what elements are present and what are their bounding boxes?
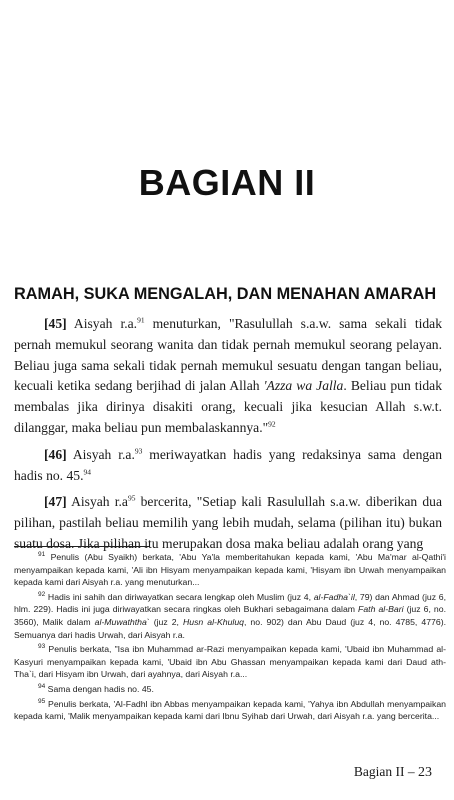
footnote-92	[14, 591, 446, 641]
paragraph-text: meriwayatkan hadis yang redaksinya sama dengan hadis no. 45.	[14, 446, 443, 483]
paragraph-text: Aisyah r.a	[66, 494, 128, 510]
paragraph-text: menuturkan, "Rasulullah s.a.w. sama sekali tidak pernah memukul seorang wanita dan tidak pernah memukul seorang pelayan. Beliau juga sama sekali tidak pernah memukul sesuatu dengan tangan beliau, kecuali ketika sedang berjihad di jalan Allah	[14, 316, 443, 394]
running-footer-label: Bagian II –	[353, 764, 418, 779]
footnote-ref: 92	[268, 419, 276, 429]
footnote-91	[14, 551, 446, 589]
italic-term: Fath al-Bari	[358, 604, 404, 615]
footnote-ref: 95	[127, 493, 136, 503]
hadith-paragraph-45	[14, 314, 442, 439]
page-number: 23	[418, 765, 432, 780]
italic-term: al-Muwaththa`	[94, 616, 150, 627]
main-text	[14, 314, 442, 561]
footnote-95	[14, 698, 446, 723]
hadith-number: [45]	[44, 316, 67, 331]
footnote-text: Penulis berkata, "Isa ibn Muhammad ar-Razi menyampaikan kepada kami, 'Ubaid ibn Muhammad al-Kasyuri menyampaikan kepada kami, 'Ubaid ibn Abu Ghassan menyampaikan kepada kami dari Daud ath-Tha`i, dari Hisyam ibn Urwah, dari ayahnya, dari Aisyah r.a...	[14, 644, 446, 680]
italic-term: Husn al-Khuluq	[182, 616, 244, 627]
italic-term: al-Fadha`il	[313, 591, 355, 602]
footnote-94	[14, 683, 446, 696]
footnote-ref: 93	[134, 446, 143, 456]
footnote-mark: 91	[38, 551, 46, 559]
footnotes	[14, 551, 446, 725]
hadith-paragraph-46	[14, 445, 442, 487]
part-title: BAGIAN II	[138, 162, 316, 203]
italic-term: 'Azza wa Jalla	[263, 378, 344, 394]
section-heading: RAMAH, SUKA MENGALAH, DAN MENAHAN AMARAH	[14, 285, 437, 303]
paragraph-text: . Beliau pun tidak membalas jika dirinya disakiti orang, kecuali jika kesucian Allah s.w.t. dilanggar, maka beliau pun membalaskannya."	[14, 378, 442, 435]
footnote-text: Sama dengan hadis no. 45.	[45, 683, 154, 694]
footnote-mark: 95	[38, 697, 46, 705]
paragraph-text: Aisyah r.a.	[66, 446, 135, 462]
hadith-number: [47]	[44, 494, 67, 510]
footnote-93	[14, 643, 446, 681]
footnote-mark: 93	[38, 643, 46, 651]
footnote-ref: 91	[137, 315, 145, 325]
footnote-text: (juz 2,	[149, 616, 183, 627]
footnote-mark: 92	[38, 590, 46, 598]
footnote-text: , no. 902) dan Abu Daud (juz 4, no. 4785, 4776). Semuanya dari hadis Urwah, dari Aisyah r.a.	[14, 616, 446, 640]
paragraph-text: Aisyah r.a.	[66, 316, 138, 331]
paragraph-text: bercerita, "Setiap kali Rasulullah s.a.w. diberikan dua pilihan, pastilah beliau memilih yang lebih mudah, selama (pilihan itu) bukan suatu dosa. Jika pilihan itu merupakan dosa maka beliau adalah orang yang	[14, 494, 442, 551]
footnote-text: Penulis (Abu Syaikh) berkata, 'Abu Ya'la memberitahukan kepada kami, 'Abu Ma'mar al-Qathi'i menyampaikan kepada kami, 'Ali ibn Hisyam menyampaikan kepada kami, 'Hisyam ibn Urwah menyampaikan kepada kami dari Aisyah r.a. yang menuturkan...	[14, 552, 446, 588]
page-footer	[354, 764, 432, 781]
footnote-text: (juz 6, no. 3560), Malik dalam	[14, 604, 447, 627]
footnote-ref: 94	[83, 467, 91, 477]
footnote-divider	[14, 546, 149, 547]
footnote-text: Hadis ini sahih dan diriwayatkan secara lengkap oleh Muslim (juz 4,	[45, 591, 314, 602]
footnote-text: Penulis berkata, 'Al-Fadhl ibn Abbas menyampaikan kepada kami, 'Yahya ibn Abdullah menyampaikan kepada kami, 'Malik menyampaikan kepada kami dari Ibnu Syihab dari Urwah, dari Aisyah r.a. yang bercerita...	[14, 698, 446, 722]
footnote-mark: 94	[38, 683, 46, 691]
footnote-text: , 79) dan Ahmad (juz 6, hlm. 229). Hadis ini juga diriwayatkan secara ringkas oleh Bukhari sebagaimana dalam	[14, 591, 446, 615]
hadith-number: [46]	[44, 446, 67, 462]
